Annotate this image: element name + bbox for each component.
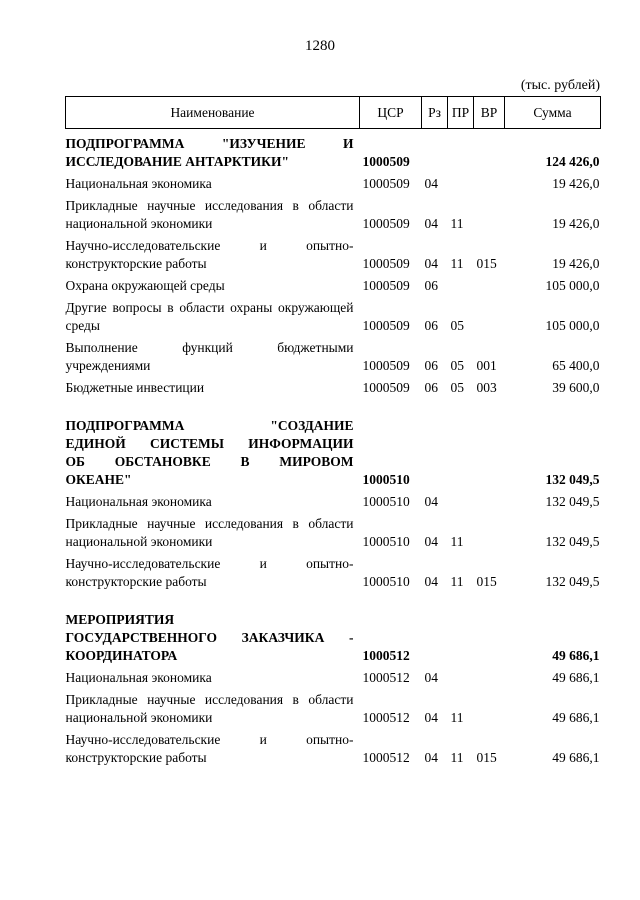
row-vr (474, 687, 505, 727)
header-vr: ВР (474, 97, 505, 129)
row-rz (422, 605, 448, 665)
row-name-line: ОБ ОБСТАНОВКЕ В МИРОВОМ (65, 454, 354, 469)
row-name (66, 411, 360, 489)
row-name: Национальная экономика (65, 176, 212, 191)
row-vr (474, 411, 505, 489)
row-pr (448, 411, 474, 489)
row-name: Национальная экономика (65, 494, 212, 509)
row-rz: 06 (424, 318, 438, 333)
row-vr (474, 171, 505, 193)
table-row (66, 489, 601, 511)
page-number: 1280 (305, 38, 335, 54)
row-sum: 65 400,0 (552, 358, 600, 373)
row-csr: 1000510 (362, 472, 410, 487)
row-csr: 1000510 (362, 574, 410, 589)
table-row (66, 295, 601, 335)
table-row (66, 273, 601, 295)
row-pr (448, 171, 474, 193)
table-row (66, 687, 601, 727)
row-sum: 132 049,5 (545, 574, 600, 589)
row-name-line: ГОСУДАРСТВЕННОГО ЗАКАЗЧИКА - (65, 630, 354, 645)
row-rz (422, 129, 448, 172)
row-rz: 04 (424, 574, 438, 589)
row-name: Научно-исследовательские и опытно-конструкторские работы (65, 732, 354, 765)
row-name: Бюджетные инвестиции (65, 380, 205, 395)
row-csr: 1000509 (362, 380, 410, 395)
row-vr (474, 665, 505, 687)
row-csr: 1000509 (362, 318, 410, 333)
row-sum: 49 686,1 (552, 750, 600, 765)
row-name-line: ПОДПРОГРАММА "СОЗДАНИЕ (65, 418, 354, 433)
header-rz: Рз (422, 97, 448, 129)
row-name: Охрана окружающей среды (65, 278, 225, 293)
row-csr: 1000509 (362, 358, 410, 373)
table-row (66, 665, 601, 687)
row-vr: 015 (476, 574, 497, 589)
row-vr: 015 (476, 256, 497, 271)
table-body (66, 129, 601, 768)
row-name: Другие вопросы в области охраны окружающей среды (65, 300, 354, 333)
units-label: (тыс. рублей) (520, 78, 600, 93)
row-name-line: ОКЕАНЕ" (65, 472, 132, 487)
row-rz: 04 (424, 216, 438, 231)
row-sum: 132 049,5 (545, 534, 600, 549)
row-csr: 1000512 (362, 670, 410, 685)
row-sum: 124 426,0 (545, 154, 600, 169)
row-sum: 105 000,0 (545, 278, 600, 293)
spacer-row (66, 591, 601, 605)
row-pr: 11 (450, 750, 464, 765)
row-pr (448, 129, 474, 172)
row-pr: 11 (450, 710, 464, 725)
table-row (66, 727, 601, 767)
row-csr: 1000510 (362, 534, 410, 549)
row-name-line: ПОДПРОГРАММА "ИЗУЧЕНИЕ И (65, 136, 354, 151)
table-row (66, 171, 601, 193)
row-sum: 19 426,0 (552, 216, 600, 231)
table-row (66, 233, 601, 273)
table-row (66, 511, 601, 551)
row-rz: 06 (424, 278, 438, 293)
row-rz: 04 (424, 494, 438, 509)
row-sum: 49 686,1 (552, 670, 600, 685)
row-pr (448, 665, 474, 687)
row-pr: 11 (450, 256, 464, 271)
subprogram-row (66, 411, 601, 489)
row-rz: 06 (424, 380, 438, 395)
row-vr (474, 295, 505, 335)
table-row (66, 375, 601, 397)
table-row (66, 551, 601, 591)
spacer-row (66, 397, 601, 411)
row-name: Выполнение функций бюджетными учреждениями (65, 340, 354, 373)
row-pr (448, 605, 474, 665)
row-rz: 04 (424, 176, 438, 191)
row-name: Прикладные научные исследования в области национальной экономики (65, 198, 354, 231)
spacer-cell (66, 397, 601, 411)
row-csr: 1000512 (362, 750, 410, 765)
row-name: Прикладные научные исследования в области национальной экономики (65, 692, 354, 725)
row-csr: 1000509 (362, 278, 410, 293)
row-csr: 1000509 (362, 256, 410, 271)
row-name (66, 605, 360, 665)
row-vr (474, 193, 505, 233)
row-csr: 1000509 (362, 216, 410, 231)
row-name: Национальная экономика (65, 670, 212, 685)
spacer-cell (66, 591, 601, 605)
row-vr (474, 605, 505, 665)
row-vr (474, 273, 505, 295)
row-sum: 49 686,1 (552, 710, 600, 725)
table-row (66, 335, 601, 375)
row-sum: 105 000,0 (545, 318, 600, 333)
row-sum: 132 049,5 (545, 472, 600, 487)
row-pr: 05 (450, 318, 464, 333)
row-vr: 003 (476, 380, 497, 395)
row-sum: 19 426,0 (552, 176, 600, 191)
row-vr: 015 (476, 750, 497, 765)
row-vr (474, 511, 505, 551)
row-pr (448, 273, 474, 295)
row-pr: 11 (450, 574, 464, 589)
row-csr: 1000512 (362, 710, 410, 725)
row-rz: 06 (424, 358, 438, 373)
subprogram-row (66, 605, 601, 665)
row-sum: 19 426,0 (552, 256, 600, 271)
row-vr (474, 129, 505, 172)
row-sum: 132 049,5 (545, 494, 600, 509)
row-name-line: КООРДИНАТОРА (65, 648, 178, 663)
row-csr: 1000509 (362, 154, 410, 169)
row-name (66, 129, 360, 172)
header-pr: ПР (448, 97, 474, 129)
row-pr (448, 489, 474, 511)
row-name: Научно-исследовательские и опытно-конструкторские работы (65, 556, 354, 589)
row-rz (422, 411, 448, 489)
header-csr: ЦСР (360, 97, 422, 129)
row-pr: 11 (450, 216, 464, 231)
row-rz: 04 (424, 710, 438, 725)
row-name-line: ЕДИНОЙ СИСТЕМЫ ИНФОРМАЦИИ (65, 436, 354, 451)
header-sum: Сумма (505, 97, 601, 129)
row-vr (474, 489, 505, 511)
row-rz: 04 (424, 750, 438, 765)
row-rz: 04 (424, 256, 438, 271)
header-name: Наименование (66, 97, 360, 129)
subprogram-row (66, 129, 601, 172)
row-name-line: ИССЛЕДОВАНИЕ АНТАРКТИКИ" (65, 154, 289, 169)
row-name: Научно-исследовательские и опытно-конструкторские работы (65, 238, 354, 271)
table-header-row (66, 97, 601, 129)
budget-table (65, 96, 601, 767)
row-rz: 04 (424, 670, 438, 685)
row-pr: 11 (450, 534, 464, 549)
row-csr: 1000509 (362, 176, 410, 191)
row-csr: 1000512 (362, 648, 410, 663)
table-row (66, 193, 601, 233)
row-pr: 05 (450, 358, 464, 373)
row-sum: 39 600,0 (552, 380, 600, 395)
row-name-line: МЕРОПРИЯТИЯ (65, 612, 175, 627)
row-csr: 1000510 (362, 494, 410, 509)
row-name: Прикладные научные исследования в области национальной экономики (65, 516, 354, 549)
row-rz: 04 (424, 534, 438, 549)
row-pr: 05 (450, 380, 464, 395)
row-vr: 001 (476, 358, 497, 373)
row-sum: 49 686,1 (552, 648, 600, 663)
